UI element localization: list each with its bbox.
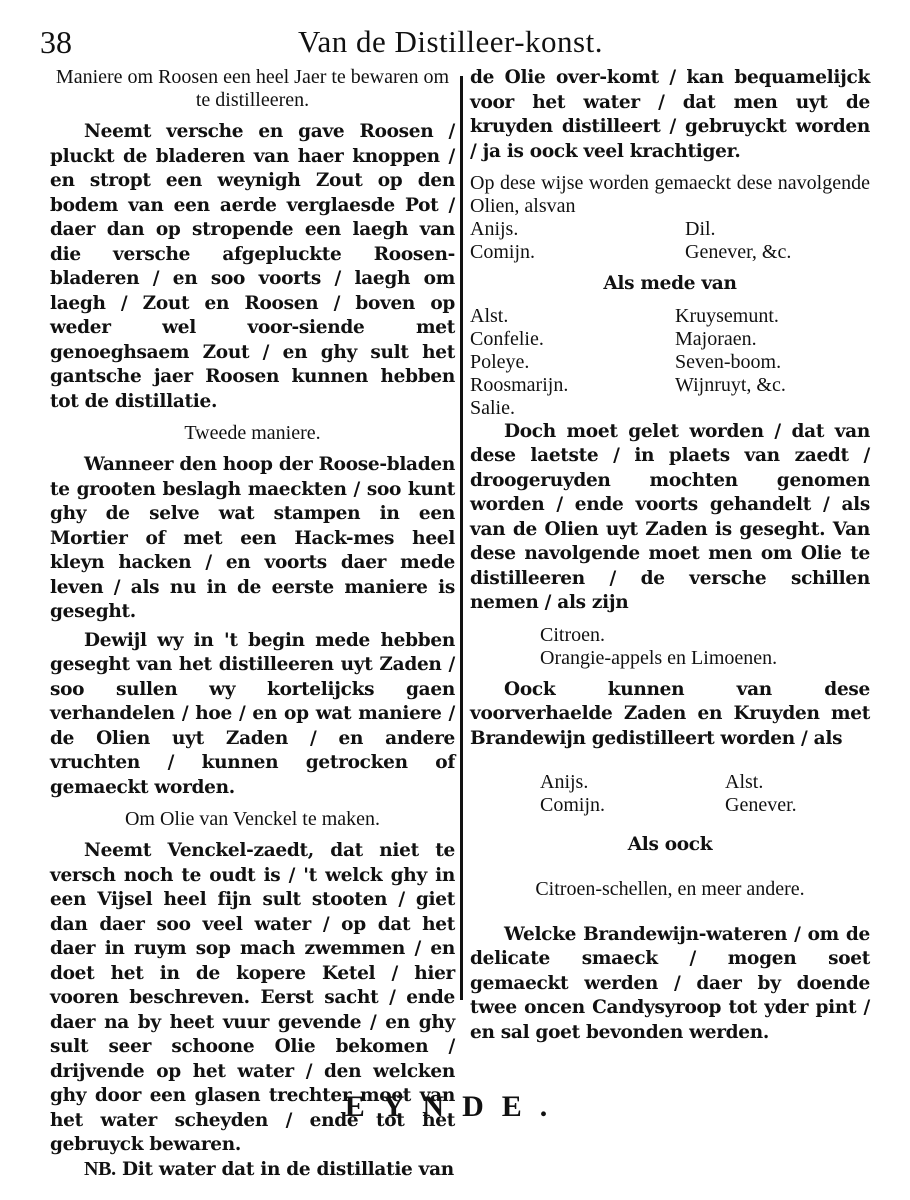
- right-column: [470, 66, 870, 1045]
- paragraph: Dewijl wy in 't begin mede hebben geseght van het distilleeren uyt Zaden / soo sullen wy kortelijcks gaen verhandelen / hoe / en op wat maniere / de Olien uyt Zaden / en andere vruchten / kunnen getrocken of gemaeckt worden.: [50, 629, 455, 798]
- end-mark: EYNDE.: [344, 1090, 566, 1123]
- note: [50, 1158, 455, 1183]
- left-column: [50, 66, 455, 1182]
- list-column: [540, 771, 685, 817]
- section-heading: Maniere om Roosen een heel Jaer te bewaren om te distilleeren.: [55, 66, 450, 111]
- paragraph: Neemt versche en gave Roosen / pluckt de bladeren van haer knoppen / en stropt een weynigh Zout op den bodem van een aerde verglaesde Pot / daer dan op stropende een laegh van die versche afgepluckte Roosen-bladeren / en soo voorts / laegh om laegh / Zout en Roosen / boven op weder wel voor-siende met genoeghsaem Zout / en ghy sult het gantsche jaer Roosen kunnen hebben tot de distillatie.: [50, 121, 455, 412]
- section-heading: Tweede maniere.: [184, 422, 321, 444]
- list-item: Comijn.: [470, 241, 536, 263]
- section-heading: Als oock: [627, 834, 713, 855]
- list-item: Comijn.: [540, 794, 606, 816]
- seed-list: [470, 771, 870, 817]
- section-heading: Als mede van: [603, 273, 737, 294]
- list-item: Confelie.: [470, 327, 544, 350]
- list-item: Wijnruyt, &c.: [675, 373, 786, 396]
- peel-list: [470, 624, 870, 670]
- list-column: [685, 771, 870, 817]
- paragraph: de Olie over-komt / kan bequamelijck voor het water / dat men uyt de kruyden distilleert / gebruyckt worden / ja is oock veel krachtiger.: [470, 67, 870, 162]
- list-column: [470, 305, 665, 420]
- paragraph: Neemt Venckel-zaedt, dat niet te versch noch te oudt is / 't welck ghy in een Vijsel heel fijn sult stooten / giet dan daer soo veel water / op dat het daer in ruym sop mach zwemmen / en doet het in de kopere Ketel / hier vooren beschreven. Eerst sacht / ende daer na by heet vuur gevende / en ghy sult seer schoone Olie bekomen / drijvende op het water / den welcken ghy door een glasen trechter moet van het water scheyden / ende tot het gebruyck bewaren.: [50, 840, 455, 1155]
- oil-list: [470, 218, 870, 264]
- list-item: Poleye.: [470, 350, 530, 373]
- list-column: [655, 218, 870, 264]
- list-item: Dil.: [685, 218, 716, 240]
- list-column: [470, 218, 655, 264]
- line-item: Citroen-schellen, en meer andere.: [535, 877, 805, 900]
- page-number: 38: [40, 24, 72, 60]
- section-heading: Om Olie van Venckel te maken.: [124, 808, 381, 830]
- list-item: Anijs.: [470, 218, 519, 240]
- paragraph: Doch moet gelet worden / dat van dese laetste / in plaets van zaedt / droogeruyden mochten genomen worden / ende voorts gehandelt / als van de Olien uyt Zaden is geseght. Van dese navolgende moet men om Olie te distilleeren / de versche schillen nemen / als zijn: [470, 420, 870, 613]
- paragraph: Op dese wijse worden gemaeckt dese navolgende Olien, alsvan: [470, 172, 870, 217]
- note-label: NB.: [84, 1157, 116, 1180]
- paragraph: Oock kunnen van dese voorverhaelde Zaden en Kruyden met Brandewijn gedistilleert worden / als: [470, 678, 870, 749]
- list-item: Salie.: [470, 396, 515, 419]
- list-item: Citroen.: [540, 623, 605, 646]
- list-item: Anijs.: [540, 771, 589, 793]
- list-item: Orangie-appels en Limoenen.: [540, 646, 778, 669]
- herb-list: [470, 305, 870, 420]
- paragraph: Welcke Brandewijn-wateren / om de delicate smaeck / mogen soet gemaeckt werden / daer by doende twee oncen Candysyroop tot yder pint / en sal goet bevonden werden.: [470, 923, 870, 1043]
- running-title: Van de Distilleer-konst.: [298, 24, 603, 59]
- paragraph: Wanneer den hoop der Roose-bladen te grooten beslagh maeckten / soo kunt ghy de selve wat stampen in een Mortier of met een Hack-mes heel kleyn hacken / en voorts daer mede leven / als nu in de eerste maniere is geseght.: [50, 454, 455, 622]
- list-item: Seven-boom.: [675, 350, 782, 373]
- page-header: [40, 18, 880, 68]
- list-column: [665, 305, 870, 420]
- note-text: Dit water dat in de distillatie van: [122, 1158, 454, 1180]
- list-item: Genever.: [725, 794, 797, 816]
- list-item: Roosmarijn.: [470, 373, 569, 396]
- list-item: Alst.: [725, 771, 764, 793]
- list-item: Genever, &c.: [685, 241, 792, 263]
- list-item: Kruysemunt.: [675, 304, 779, 327]
- list-item: Alst.: [470, 304, 509, 327]
- list-item: Majoraen.: [675, 327, 757, 350]
- column-rule: [460, 76, 463, 1000]
